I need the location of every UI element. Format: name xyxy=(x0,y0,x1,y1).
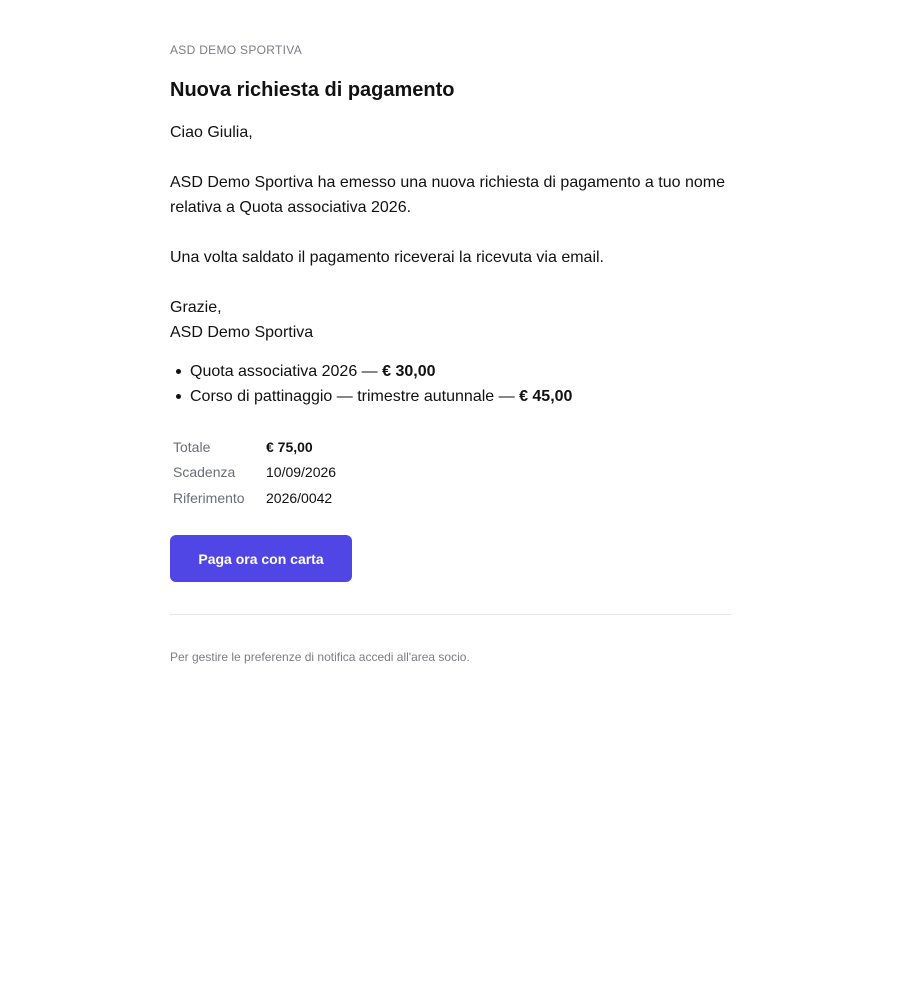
item-amount: € 45,00 xyxy=(519,388,573,405)
signoff: Grazie, xyxy=(170,299,222,316)
table-row xyxy=(173,434,336,460)
pay-with-card-button[interactable]: Paga ora con carta xyxy=(170,535,352,582)
bullet-icon xyxy=(176,394,181,399)
item-amount: € 30,00 xyxy=(382,363,436,380)
list-item xyxy=(170,384,731,409)
due-date-label: Scadenza xyxy=(173,464,236,481)
due-date-value: 10/09/2026 xyxy=(266,464,337,481)
list-item xyxy=(170,359,731,384)
divider xyxy=(170,614,731,615)
table-row xyxy=(173,485,336,511)
item-description: Corso di pattinaggio — trimestre autunnale — xyxy=(190,388,520,405)
total-label: Totale xyxy=(173,438,211,455)
greeting: Ciao Giulia, xyxy=(170,124,253,141)
brand-name: ASD DEMO SPORTIVA xyxy=(170,43,303,57)
total-value: € 75,00 xyxy=(266,438,313,455)
table-row xyxy=(173,460,336,486)
reference-label: Riferimento xyxy=(173,489,245,506)
footer-note: Per gestire le preferenze di notifica accedi all'area socio. xyxy=(170,650,470,664)
line-items-list xyxy=(170,359,731,409)
email-title: Nuova richiesta di pagamento xyxy=(170,79,455,101)
email-body xyxy=(170,120,731,345)
reference-value: 2026/0042 xyxy=(266,489,333,506)
signature: ASD Demo Sportiva xyxy=(170,324,314,341)
request-paragraph: ASD Demo Sportiva ha emesso una nuova richiesta di pagamento a tuo nome relativa a Quota associativa 2026. xyxy=(170,174,725,216)
receipt-paragraph: Una volta saldato il pagamento riceverai la ricevuta via email. xyxy=(170,249,604,266)
bullet-icon xyxy=(176,369,181,374)
payment-summary-table xyxy=(173,434,336,511)
item-description: Quota associativa 2026 — xyxy=(190,363,383,380)
